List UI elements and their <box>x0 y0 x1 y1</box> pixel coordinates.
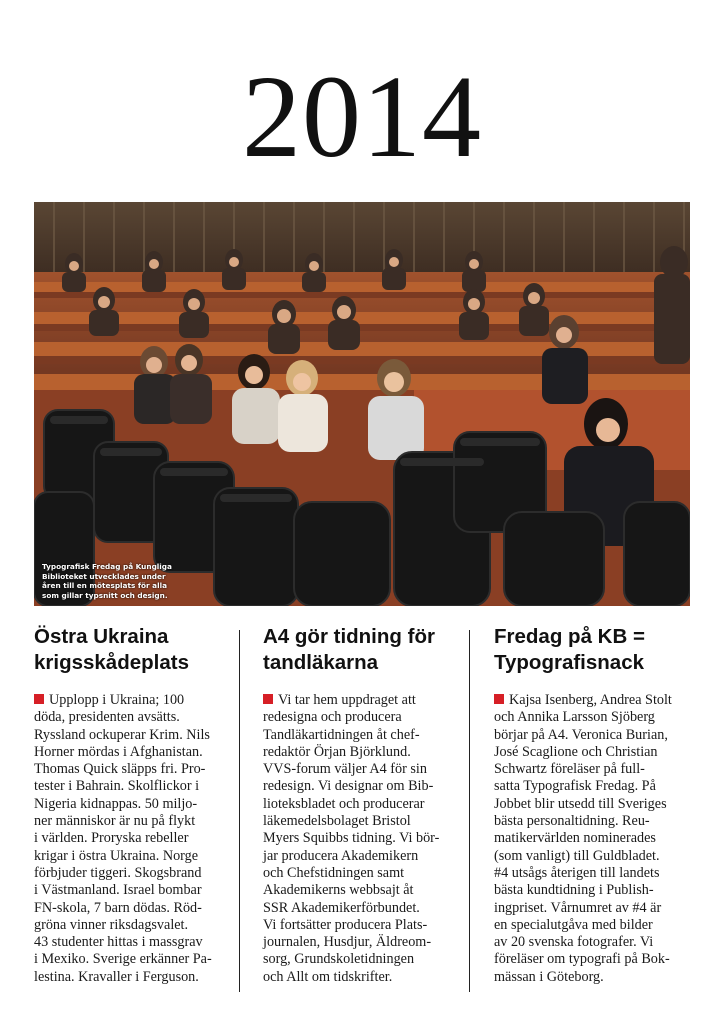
article-column <box>263 624 461 986</box>
article-headline: Fredag på KB = Typografisnack <box>494 625 645 674</box>
year-heading: 2014 <box>242 51 482 182</box>
auditorium-illustration <box>34 202 690 606</box>
article-body-text: Vi tar hem uppdraget att redesigna och producera Tandläkartidningen åt chef- redaktör Örjan Björklund. VVS-forum väljer A4 för sin redesign. Vi designar om Bib- lioteksbladet och producerar läkemedelsbolaget Bristol Myers Squibbs tidning. Vi bör- jar producera Akademikern och Chefstidningen samt Akademikerns webbsajt åt SSR Akademikerförbundet. Vi fortsätter producera Plats- journalen, Husdjur, Äldreom- sorg, Grundskoletidningen och Allt om tidskrifter. <box>263 692 440 985</box>
article-body-text: Kajsa Isenberg, Andrea Stolt och Annika Larsson Sjöberg börjar på A4. Veronica Burian, José Scaglione och Christian Schwartz föreläser på full- satta Typografisk Fredag. På Jobbet blir utsedd till Sveriges bästa personaltidning. Reu- matikervärlden nominerades (som vanligt) till Guldbladet. #4 utsågs återigen till landets bästa kundtidning i Publish- ingpriset. Vårnumret av #4 är en specialutgåva med bilder av 20 svenska fotografer. Vi föreläser om typografi på Bok- mässan i Göteborg. <box>494 692 672 985</box>
article-column <box>494 624 690 986</box>
article-body-text: Upplopp i Ukraina; 100 döda, presidenten avsätts. Ryssland ockuperar Krim. Nils Horner mördas i Afghanistan. Thomas Quick släpps fri. Pro- tester i Bahrain. Skolflickor i Nigeria kidnappas. 50 miljo- ner människor är nu på flykt i världen. Proryska rebeller krigar i östra Ukraina. Norge förbjuder tiggeri. Skogsbrand i Västmanland. Israel bombar FN-skola, 7 barn dödas. Röd- gröna vinner riksdagsvalet. 43 studenter hittas i massgrav i Mexiko. Sverige erkänner Pa- lestina. Kravaller i Ferguson. <box>34 692 212 985</box>
article-body <box>494 692 690 986</box>
article-column <box>34 624 230 986</box>
photo-caption: Typografisk Fredag på Kungliga Biblioteket utvecklades under åren till en mötesplats för alla som gillar typsnitt och design. <box>42 562 172 600</box>
red-square-bullet-icon <box>263 694 273 704</box>
article-headline: A4 gör tidning för tandläkarna <box>263 625 435 674</box>
auditorium-photo <box>34 202 690 606</box>
article-headline: Östra Ukraina krigsskådeplats <box>34 625 189 674</box>
red-square-bullet-icon <box>34 694 44 704</box>
column-divider <box>239 630 240 992</box>
article-body <box>263 692 461 986</box>
column-divider <box>469 630 470 992</box>
red-square-bullet-icon <box>494 694 504 704</box>
article-body <box>34 692 230 986</box>
